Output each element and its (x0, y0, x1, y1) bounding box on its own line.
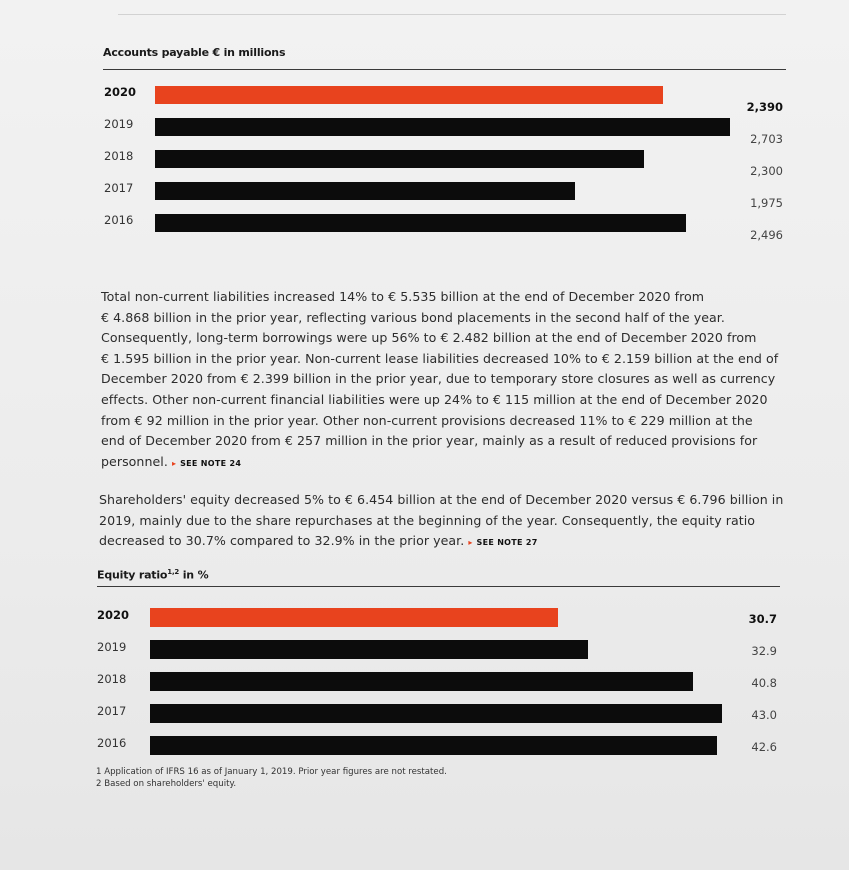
equity-ratio-title (97, 568, 208, 582)
paragraph-line: € 1.595 billion in the prior year. Non-current lease liabilities decreased 10% to € 2.159 billion at the end of (101, 350, 779, 366)
year-label-2018: 2018 (97, 672, 127, 686)
paragraph-line: from € 92 million in the prior year. Other non-current provisions decreased 11% to € 229 million at the (101, 412, 753, 428)
paragraph-line: effects. Other non-current financial liabilities were up 24% to € 115 million at the end of December 2020 (101, 391, 768, 407)
value-label-2017: 1,975 (750, 196, 783, 210)
bar-2018 (150, 672, 693, 691)
bar-2016 (155, 214, 686, 232)
year-label-2016: 2016 (104, 213, 134, 227)
value-label-2018: 2,300 (750, 164, 783, 178)
paragraph-line-end: personnel. (101, 453, 168, 469)
paragraph-line: 2019, mainly due to the share repurchases at the beginning of the year. Consequently, the equity ratio (99, 512, 756, 528)
year-label-2016: 2016 (97, 736, 127, 750)
paragraph-line (101, 452, 791, 475)
value-label-2019: 32.9 (751, 644, 777, 658)
paragraph-line: Consequently, long-term borrowings were up 56% to € 2.482 billion at the end of December 2020 from (101, 330, 757, 346)
paragraph-line: € 4.868 billion in the prior year, reflecting various bond placements in the second half of the year. (101, 309, 725, 325)
paragraph-line-end: decreased to 30.7% compared to 32.9% in the prior year. (99, 533, 465, 549)
footnote-marker: 1,2 (167, 568, 180, 576)
bar-2018 (155, 150, 644, 168)
paragraph-line: end of December 2020 from € 257 million in the prior year, mainly as a result of reduced provisions for (101, 433, 758, 449)
value-label-2020: 2,390 (746, 100, 783, 114)
see-note-24-link[interactable]: SEE NOTE 24 (180, 458, 242, 468)
paragraph-line: December 2020 from € 2.399 billion in the prior year, due to temporary store closures as well as currency (101, 371, 776, 387)
value-label-2018: 40.8 (751, 676, 777, 690)
accounts-payable-rule (103, 69, 786, 70)
bar-2017 (155, 182, 575, 200)
value-label-2019: 2,703 (750, 132, 783, 146)
equity-ratio-title-main: Equity ratio (97, 568, 168, 582)
bar-2019 (150, 640, 588, 659)
paragraph-shareholders-equity (99, 490, 789, 554)
paragraph-line: Shareholders' equity decreased 5% to € 6.454 billion at the end of December 2020 versus € 6.796 billion in (99, 492, 784, 507)
value-label-2017: 43.0 (751, 708, 777, 722)
bar-2017 (150, 704, 722, 723)
year-label-2019: 2019 (104, 117, 134, 131)
footnote-1: 1 Application of IFRS 16 as of January 1, 2019. Prior year figures are not restated. (96, 767, 447, 777)
top-divider (118, 14, 786, 15)
bar-2020 (155, 86, 663, 104)
equity-ratio-title-unit: in % (179, 568, 209, 582)
equity-ratio-rule (97, 586, 780, 587)
year-label-2020: 2020 (104, 85, 137, 99)
footnotes (96, 766, 447, 790)
see-note-27-link[interactable]: SEE NOTE 27 (476, 538, 538, 548)
arrow-icon: ▸ (468, 538, 473, 548)
arrow-icon: ▸ (171, 458, 177, 468)
year-label-2017: 2017 (97, 704, 127, 718)
accounts-payable-title: Accounts payable € in millions (103, 46, 286, 59)
value-label-2016: 42.6 (751, 740, 777, 754)
value-label-2016: 2,496 (750, 228, 783, 242)
paragraph-line (99, 531, 789, 554)
bar-2016 (150, 736, 717, 755)
paragraph-non-current-liabilities (101, 287, 791, 474)
year-label-2019: 2019 (97, 640, 127, 654)
bar-2020 (150, 608, 558, 627)
bar-2019 (155, 118, 730, 136)
paragraph-line: Total non-current liabilities increased 14% to € 5.535 billion at the end of December 2020 from (101, 289, 705, 304)
value-label-2020: 30.7 (748, 612, 777, 626)
year-label-2020: 2020 (97, 608, 130, 622)
footnote-2: 2 Based on shareholders' equity. (96, 779, 237, 789)
year-label-2017: 2017 (104, 181, 134, 195)
year-label-2018: 2018 (104, 149, 134, 163)
